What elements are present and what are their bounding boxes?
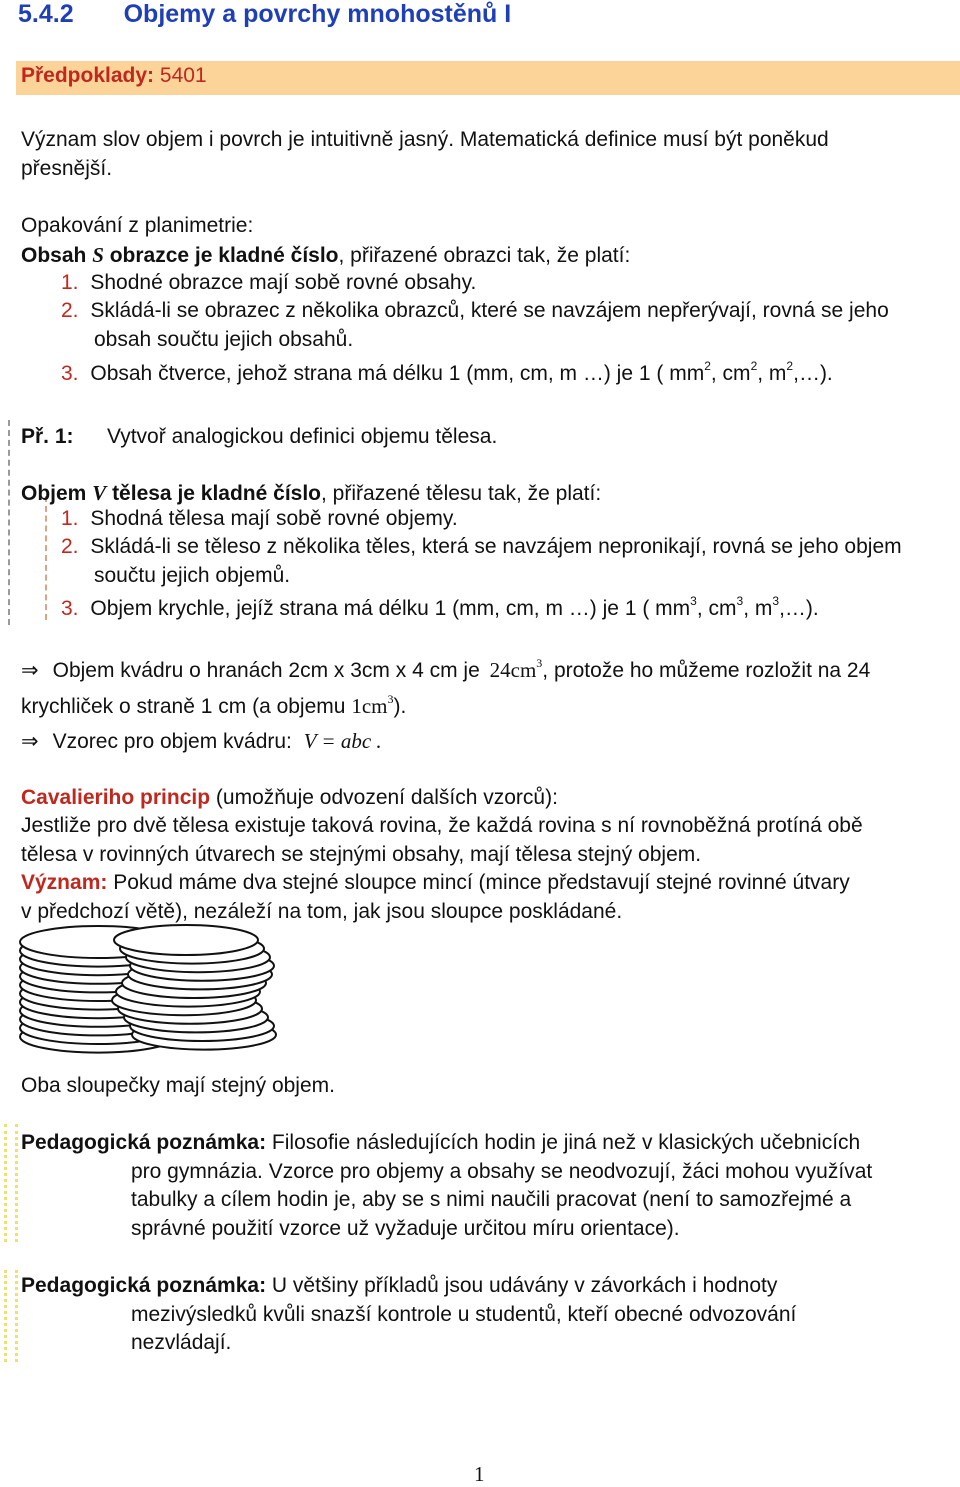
intro-line-1: Význam slov objem i povrch je intuitivně jasný. Matematická definice musí být poněkud	[21, 128, 829, 151]
volume-definition	[21, 479, 601, 508]
cavalieri-line-2: tělesa v rovinných útvarech se stejnými obsahy, mají tělesa stejný objem.	[21, 843, 702, 866]
volume-item-2	[61, 533, 902, 561]
def-rest: , přiřazené tělesu tak, že platí:	[321, 482, 602, 505]
prereq-value: 5401	[159, 64, 207, 87]
def-var: V	[92, 481, 107, 505]
volume-exp: 3	[536, 656, 543, 670]
volume-value: 24cm	[489, 658, 537, 682]
meaning-text: Pokud máme dva stejné sloupce mincí (mince představují stejné rovinné útvary	[113, 871, 850, 894]
unit-text: ,…).	[779, 597, 819, 620]
cuboid-line-1	[21, 656, 870, 685]
cavalieri-title: Cavalieriho princip	[21, 786, 211, 809]
implies-arrow-icon: ⇒	[21, 730, 39, 753]
cavalieri-heading	[21, 784, 558, 812]
item-number: 1.	[61, 271, 79, 294]
note-2-text: U většiny příkladů jsou udávány v závorkách i hodnoty	[271, 1274, 778, 1297]
item-number: 2.	[61, 299, 79, 322]
note-2-line-3: nezvládají.	[131, 1331, 232, 1354]
note-2-label: Pedagogická poznámka:	[21, 1274, 267, 1297]
meaning-label: Význam:	[21, 871, 108, 894]
item-text: Shodná tělesa mají sobě rovné objemy.	[90, 507, 458, 530]
def-bold-2: obrazce je kladné číslo	[109, 244, 339, 267]
coin-stacks-figure	[16, 924, 286, 1064]
planimetry-heading: Opakování z planimetrie:	[21, 214, 254, 237]
item-text: Obsah čtverce, jehož strana má délku 1 (mm, cm, m …) je 1 ( mm	[90, 362, 705, 385]
item-text: Skládá-li se obrazec z několika obrazců, které se navzájem nepřerývají, rovná se jeho	[90, 299, 889, 322]
volume-item-3	[61, 595, 819, 623]
implies-arrow-icon: ⇒	[21, 659, 39, 682]
section-number: 5.4.2	[18, 0, 74, 28]
unit-text: ,…).	[793, 362, 833, 385]
example-margin-line	[8, 420, 10, 625]
page-title	[18, 0, 511, 29]
cuboid-text: ).	[393, 695, 407, 718]
meaning-line-1	[21, 869, 850, 897]
note-1-label: Pedagogická poznámka:	[21, 1131, 267, 1154]
cuboid-text: Objem kvádru o hranách 2cm x 3cm x 4 cm je	[52, 659, 480, 682]
area-definition	[21, 241, 630, 270]
unit-exp: 3	[772, 594, 780, 608]
def-bold-1: Obsah	[21, 244, 87, 267]
def-var: S	[92, 243, 104, 267]
unit-exp: 3	[387, 692, 394, 706]
unit-value: 1cm	[351, 694, 388, 718]
prereq-label: Předpoklady:	[21, 64, 155, 87]
cuboid-text: Vzorec pro objem kvádru:	[52, 730, 292, 753]
unit-exp: 3	[690, 594, 697, 608]
coin	[114, 925, 258, 955]
item-number: 1.	[61, 507, 79, 530]
note-1-line-3: tabulky a cílem hodin je, aby se s nimi naučili pracovat (není to samozřejmé a	[131, 1188, 852, 1211]
meaning-line-2: v předchozí větě), nezáleží na tom, jak jsou sloupce poskládané.	[21, 900, 623, 923]
note-2-margin-bar	[4, 1270, 18, 1362]
note-2-line-1	[21, 1272, 777, 1300]
note-2-line-2: mezivýsledků kvůli snazší kontrole u studentů, kteří obecné odvozování	[131, 1303, 797, 1326]
note-1-margin-bar	[4, 1124, 18, 1242]
unit-text: , cm	[696, 597, 737, 620]
cuboid-volume	[490, 658, 543, 682]
unit-exp: 2	[704, 359, 711, 373]
item-text: Shodné obrazce mají sobě rovné obsahy.	[90, 271, 477, 294]
item-text: Objem krychle, jejíž strana má délku 1 (mm, cm, m …) je 1 ( mm	[90, 597, 691, 620]
solution-margin-line	[45, 496, 47, 620]
cuboid-line-3	[21, 727, 382, 756]
planimetry-item-2-cont: obsah součtu jejich obsahů.	[94, 328, 354, 351]
intro-line-2: přesnější.	[21, 157, 113, 180]
unit-text: , m	[757, 362, 787, 385]
unit-exp: 2	[750, 359, 758, 373]
planimetry-item-3	[61, 360, 833, 388]
figure-caption: Oba sloupečky mají stejný objem.	[21, 1074, 335, 1097]
unit-text: , m	[743, 597, 773, 620]
title-text: Objemy a povrchy mnohostěnů I	[123, 0, 512, 28]
note-1-line-4: správné použití vzorce už vyžaduje určitou míru orientace).	[131, 1217, 680, 1240]
item-number: 2.	[61, 535, 79, 558]
def-bold-1: Objem	[21, 482, 87, 505]
note-1-text: Filosofie následujících hodin je jiná než v klasických učebnicích	[271, 1131, 861, 1154]
note-1-line-1	[21, 1129, 860, 1157]
cuboid-text: , protože ho můžeme rozložit na 24	[542, 659, 871, 682]
page-number: 1	[474, 1462, 485, 1486]
cuboid-text: krychliček o straně 1 cm (a objemu	[21, 695, 346, 718]
cuboid-line-2	[21, 692, 406, 721]
item-number: 3.	[61, 597, 79, 620]
cavalieri-line-1: Jestliže pro dvě tělesa existuje taková rovina, že každá rovina s ní rovnoběžná protíná obě	[21, 814, 863, 837]
unit-volume	[351, 694, 393, 718]
unit-exp: 3	[736, 594, 744, 608]
volume-item-2-cont: součtu jejich objemů.	[94, 564, 291, 587]
item-number: 3.	[61, 362, 79, 385]
prereq-line	[21, 64, 207, 88]
cuboid-formula: V = abc .	[303, 729, 382, 753]
volume-item-1	[61, 505, 458, 533]
cavalieri-title-rest: (umožňuje odvození dalších vzorců):	[215, 786, 558, 809]
planimetry-item-1	[61, 269, 476, 297]
example-text: Vytvoř analogickou definici objemu tělesa.	[107, 425, 498, 448]
example-label: Př. 1:	[21, 425, 74, 448]
unit-exp: 2	[786, 359, 794, 373]
def-rest: , přiřazené obrazci tak, že platí:	[338, 244, 631, 267]
unit-text: , cm	[710, 362, 751, 385]
item-text: Skládá-li se těleso z několika těles, která se navzájem nepronikají, rovná se jeho objem	[90, 535, 902, 558]
note-1-line-2: pro gymnázia. Vzorce pro objemy a obsahy se neodvozují, žáci mohou využívat	[131, 1160, 873, 1183]
planimetry-item-2	[61, 297, 889, 325]
def-bold-2: tělesa je kladné číslo	[112, 482, 322, 505]
offset-coin-stack	[112, 925, 276, 1050]
